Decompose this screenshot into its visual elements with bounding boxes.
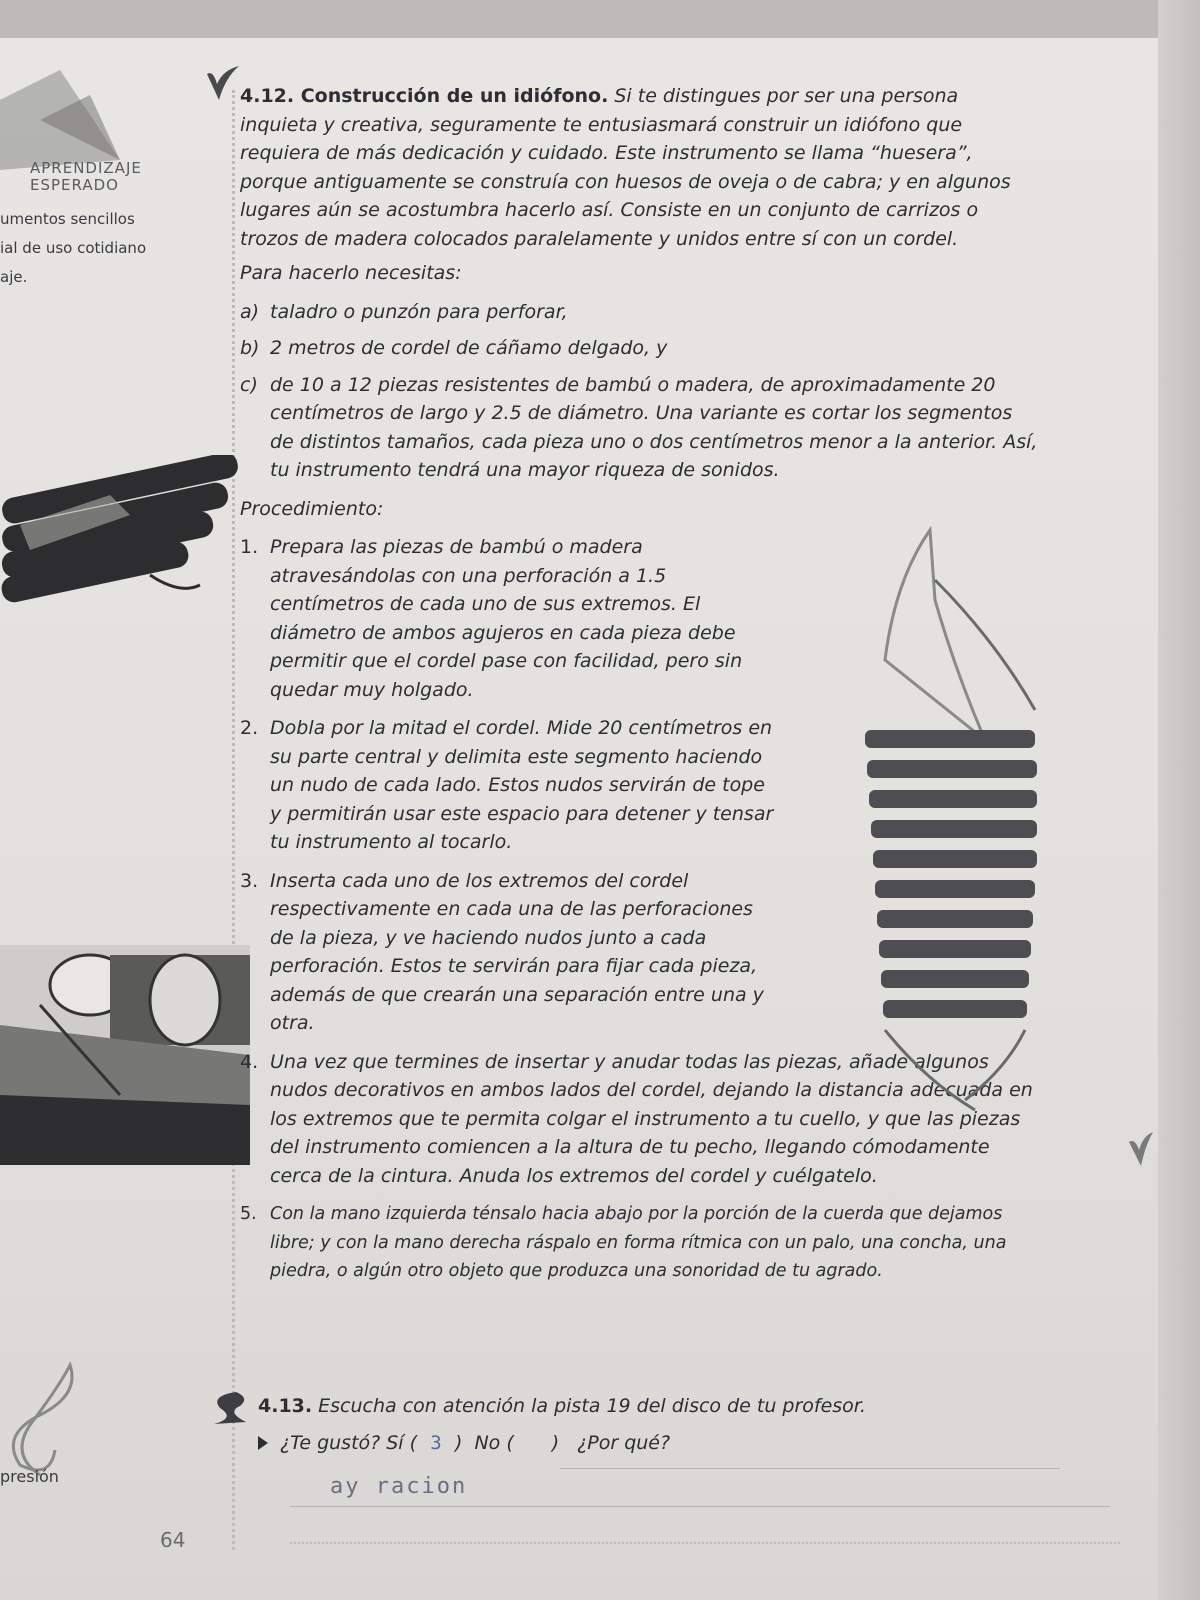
list-item-text: taladro o punzón para perforar, (270, 300, 568, 323)
step-text: Inserta cada uno de los extremos del cordel respectivamente en cada una de las perforaciones de la pieza, y ve haciendo nudos junto a cada perforación. Estos te servirán para fijar cada pieza, además de que crearán una separación entre una y otra. (270, 869, 764, 1034)
why-label: ¿Por qué? (577, 1432, 671, 1454)
activity-4-13-heading: 4.13. (258, 1395, 313, 1417)
activity-4-12-intro: Si te distingues por ser una persona inquieta y creativa, seguramente te entusiasmará construir un idiófono que requiera de más dedicación y cuidado. Este instrumento se llama “huesera”, porque antiguamente se construía con huesos de oveja o de cabra; y en algunos lugares aún se acostumbra hacerlo así. Consiste en un conjunto de carrizos o trozos de madera colocados paralelamente y unidos entre sí con un cordel. (240, 85, 1011, 250)
question-row (258, 1432, 670, 1454)
procedure-step (240, 867, 780, 1038)
treble-clef-decoration (0, 1355, 90, 1485)
activity-4-13 (258, 1395, 866, 1417)
no-label: No ( (474, 1432, 514, 1454)
sidebar-text-line-2: ial de uso cotidiano (0, 239, 147, 257)
page-top-edge (0, 0, 1200, 40)
procedure-step (240, 714, 780, 857)
sidebar-bottom-word: presión (0, 1467, 59, 1486)
checkmark-icon-right (1125, 1130, 1155, 1170)
s-arrow-icon (206, 1388, 254, 1428)
answer-line[interactable] (290, 1506, 1110, 1507)
procedure-step (240, 533, 780, 704)
step-text: Prepara las piezas de bambú o madera atravesándolas con una perforación a 1.5 centímetros de cada uno de sus extremos. El diámetro de ambos agujeros en cada pieza debe permitir que el cordel pase con facilidad, pero sin quedar muy holgado. (270, 536, 743, 701)
bullet-triangle-icon (258, 1436, 268, 1450)
close-paren: ) (551, 1432, 560, 1454)
drummers-photo (0, 945, 250, 1165)
materials-list (240, 298, 1080, 485)
step-number: 2. (240, 717, 259, 739)
why-answer-line[interactable] (560, 1468, 1060, 1469)
step-text: Con la mano izquierda ténsalo hacia abajo por la porción de la cuerda que dejamos libre; y con la mano derecha ráspalo en forma rítmica con un palo, una concha, una piedra, o algún otro objeto que produzca una sonoridad de tu agrado. (270, 1204, 1007, 1281)
list-item-text: 2 metros de cordel de cáñamo delgado, y (270, 337, 668, 359)
list-marker: b) (240, 337, 260, 359)
procedure-title: Procedimiento: (240, 497, 384, 520)
yes-answer-mark[interactable]: 3 (430, 1432, 442, 1454)
sidebar-text-line-1: umentos sencillos (0, 210, 135, 228)
step-number: 3. (240, 869, 259, 892)
handwritten-answer: ay racion (330, 1474, 468, 1499)
list-marker: a) (240, 300, 260, 323)
bottom-dotted-rule (290, 1542, 1120, 1544)
sidebar-text-line-3: aje. (0, 268, 28, 286)
list-marker: c) (240, 373, 258, 396)
step-number: 5. (240, 1204, 257, 1224)
checkmark-icon (205, 64, 241, 104)
procedure-step (240, 1200, 1040, 1286)
list-item-text: de 10 a 12 piezas resistentes de bambú o madera, de aproximadamente 20 centímetros de largo y 2.5 de diámetro. Una variante es cortar los segmentos de distintos tamaños, cada pieza uno o dos centímetros menor a la anterior. Así, tu instrumento tendrá una mayor riqueza de sonidos. (270, 373, 1038, 481)
question-text: ¿Te gustó? (280, 1432, 381, 1454)
yes-label: Sí ( (386, 1432, 418, 1454)
margin-dotted-rule (232, 90, 235, 1550)
needs-title: Para hacerlo necesitas: (240, 262, 462, 284)
list-item (240, 298, 1080, 327)
close-paren: ) (455, 1432, 463, 1454)
page-right-edge (1158, 0, 1200, 1600)
aprendizaje-esperado-label: APRENDIZAJE ESPERADO (30, 159, 142, 194)
step-number: 1. (240, 536, 259, 558)
step-text: Dobla por la mitad el cordel. Mide 20 centímetros en su parte central y delimita este segmento haciendo un nudo de cada lado. Estos nudos servirán de tope y permitirán usar este espacio para detener y tensar tu instrumento al tocarlo. (270, 717, 774, 853)
page-number: 64 (160, 1528, 186, 1552)
list-item (240, 334, 1080, 363)
activity-4-12-heading: 4.12. Construcción de un idiófono. (240, 85, 609, 107)
huesera-instrument-illustration (855, 520, 1055, 1120)
step-number: 4. (240, 1050, 259, 1073)
list-item (240, 371, 1040, 485)
panpipe-photo (0, 455, 250, 625)
activity-4-13-text: Escucha con atención la pista 19 del disco de tu profesor. (318, 1395, 866, 1417)
step-text: Una vez que termines de insertar y anudar todas las piezas, añade algunos nudos decorativos en ambos lados del cordel, dejando la distancia adecuada en los extremos que te permita colgar el instrumento a tu cuello, y que las piezas del instrumento comiencen a la altura de tu pecho, llegando cómodamente cerca de la cintura. Anuda los extremos del cordel y cuélgatelo. (270, 1050, 1033, 1187)
